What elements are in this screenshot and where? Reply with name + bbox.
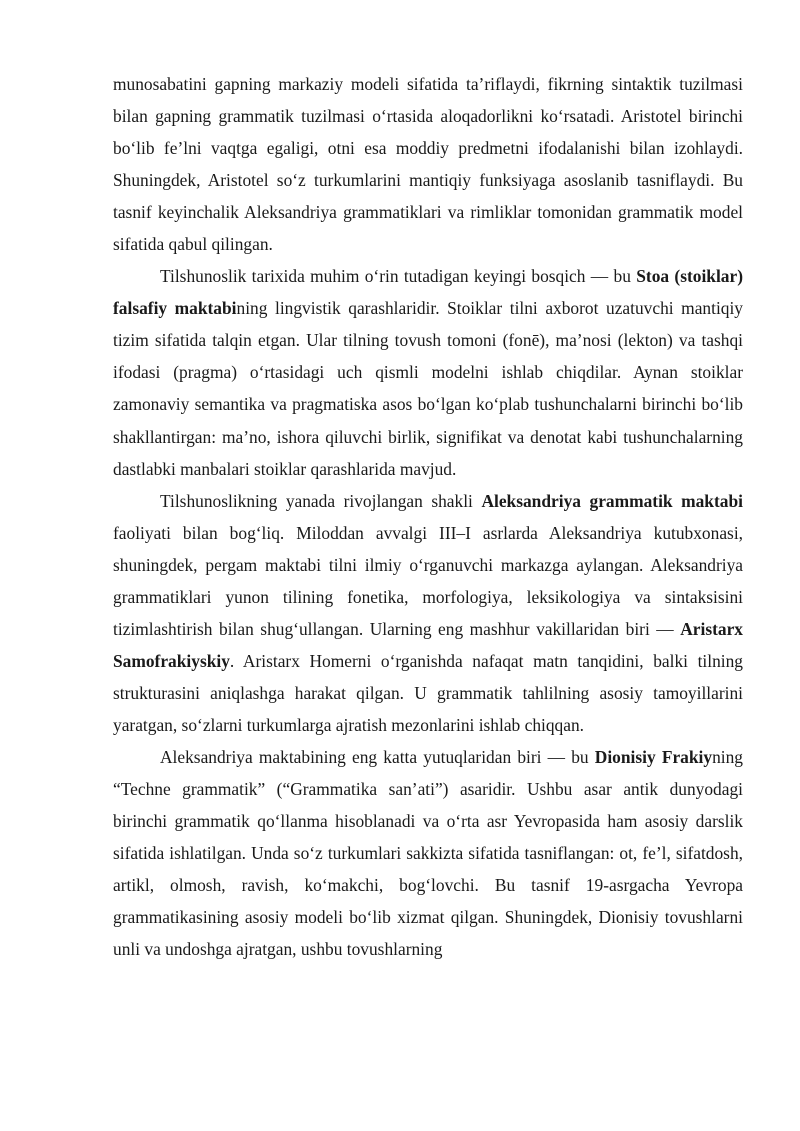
bold-term: Stoa (stoiklar) falsafiy maktabi xyxy=(113,266,743,319)
document-page xyxy=(113,68,743,965)
paragraph xyxy=(113,260,743,484)
text-run: Tilshunoslik tarixida muhim o‘rin tutadigan keyingi bosqich — bu xyxy=(160,266,637,287)
text-run: Aleksandriya maktabining eng katta yutuqlaridan biri — bu xyxy=(160,746,595,767)
text-run: . Aristarx Homerni o‘rganishda nafaqat matn tanqidini, balki tilning strukturasini aniqlashga harakat qilgan. U grammatik tahlilning asosiy tamoyillarini yaratgan, so‘zlarni turkumlarga ajratish mezonlarini ishlab chiqqan. xyxy=(113,650,743,735)
paragraph xyxy=(113,485,743,741)
bold-term: Aleksandriya grammatik maktabi xyxy=(481,490,743,511)
text-run: faoliyati bilan bog‘liq. Miloddan avvalgi III–I asrlarda Aleksandriya kutubxonasi, shuningdek, pergam maktabi tilni ilmiy o‘rganuvchi markazga aylangan. Aleksandriya grammatiklari yunon tilining fonetika, morfologiya, leksikologiya va sintaksisini tizimlashtirish bilan shug‘ullangan. Ularning eng mashhur vakillaridan biri — xyxy=(113,522,743,639)
text-run: ning “Techne grammatik” (“Grammatika san’ati”) asaridir. Ushbu asar antik dunyodagi birinchi grammatik qo‘llanma hisoblanadi va o‘rta asr Yevropasida ham asosiy darslik sifatida ishlatilgan. Unda so‘z turkumlari sakkizta sifatida tasniflangan: ot, fe’l, sifatdosh, artikl, olmosh, ravish, ko‘makchi, bog‘lovchi. Bu tasnif 19-asrgacha Yevropa grammatikasining asosiy modeli bo‘lib xizmat qilgan. Shuningdek, Dionisiy tovushlarni unli va undoshga ajratgan, ushbu tovushlarning xyxy=(113,746,743,960)
bold-term: Dionisiy Frakiy xyxy=(594,746,713,767)
paragraph xyxy=(113,741,743,965)
paragraph xyxy=(113,68,743,260)
text-run: Tilshunoslikning yanada rivojlangan shakli xyxy=(160,490,482,511)
bold-term: Aristarx Samofrakiyskiy xyxy=(113,618,743,671)
text-run: munosabatini gapning markaziy modeli sifatida ta’riflaydi, fikrning sintaktik tuzilmasi bilan gapning grammatik tuzilmasi o‘rtasida aloqadorlikni ko‘rsatadi. Aristotel birinchi bo‘lib fe’lni vaqtga egaligi, otni esa moddiy predmetni ifodalanishi bilan izohlaydi. Shuningdek, Aristotel so‘z turkumlarini mantiqiy funksiyaga asoslanib tasniflaydi. Bu tasnif keyinchalik Aleksandriya grammatiklari va rimliklar tomonidan grammatik model sifatida qabul qilingan. xyxy=(113,74,743,255)
text-run: ning lingvistik qarashlaridir. Stoiklar tilni axborot uzatuvchi mantiqiy tizim sifatida talqin etgan. Ular tilning tovush tomoni (fonē), ma’nosi (lekton) va tashqi ifodasi (pragma) o‘rtasidagi uch qismli modelni ishlab chiqdilar. Aynan stoiklar zamonaviy semantika va pragmatiska asos bo‘lgan ko‘plab tushunchalarni birinchi bo‘lib shakllantirgan: ma’no, ishora qiluvchi birlik, signifikat va denotat kabi tushunchalarning dastlabki manbalari stoiklar qarashlarida mavjud. xyxy=(113,298,743,479)
